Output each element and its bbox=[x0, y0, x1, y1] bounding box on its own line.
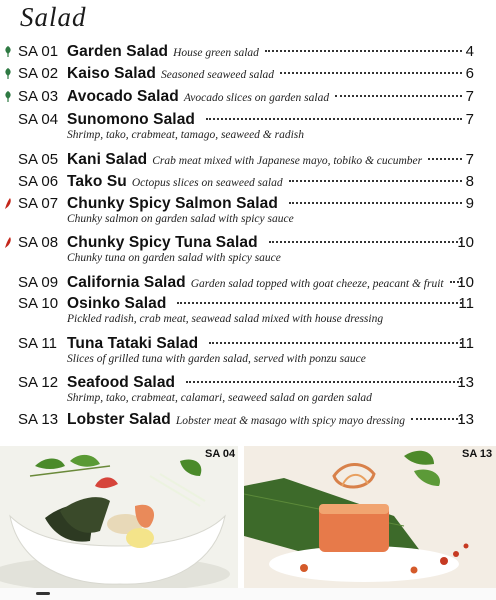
menu-item bbox=[0, 150, 496, 170]
item-price: 9 bbox=[465, 195, 474, 212]
leader-dots bbox=[269, 240, 462, 243]
page-footer-strip bbox=[0, 588, 496, 600]
item-description: House green salad bbox=[173, 47, 259, 59]
item-code: SA 04 bbox=[18, 111, 59, 128]
item-name: Tako Su bbox=[67, 173, 127, 190]
item-price: 13 bbox=[457, 374, 474, 391]
item-name: Kaiso Salad bbox=[67, 65, 156, 82]
item-name: Kani Salad bbox=[67, 151, 148, 168]
item-code: SA 07 bbox=[18, 195, 59, 212]
page-title: Salad bbox=[20, 2, 87, 32]
leader-dots bbox=[335, 94, 462, 97]
menu-item bbox=[0, 334, 496, 365]
item-code: SA 10 bbox=[18, 295, 59, 312]
menu-item bbox=[0, 110, 496, 141]
green-leaf-icon bbox=[4, 46, 12, 57]
red-pepper-icon bbox=[4, 198, 12, 209]
leader-dots bbox=[428, 157, 462, 160]
item-price: 7 bbox=[465, 88, 474, 105]
leader-dots bbox=[209, 341, 462, 344]
photo-sunomono bbox=[0, 446, 238, 588]
item-price: 7 bbox=[465, 111, 474, 128]
item-code: SA 08 bbox=[18, 234, 59, 251]
item-subdescription: Chunky tuna on garden salad with spicy sauce bbox=[67, 252, 281, 264]
item-code: SA 03 bbox=[18, 88, 59, 105]
item-subdescription: Shrimp, tako, crabmeat, calamari, seaweed salad on garden salad bbox=[67, 392, 372, 404]
leader-dots bbox=[289, 201, 462, 204]
item-price: 10 bbox=[457, 274, 474, 291]
item-code: SA 06 bbox=[18, 173, 59, 190]
item-code: SA 11 bbox=[18, 335, 57, 352]
item-price: 10 bbox=[457, 234, 474, 251]
item-name: Garden Salad bbox=[67, 43, 169, 60]
item-subdescription: Chunky salmon on garden salad with spicy sauce bbox=[67, 213, 294, 225]
photo-caption: SA 13 bbox=[462, 448, 493, 460]
item-price: 11 bbox=[458, 295, 474, 312]
item-code: SA 01 bbox=[18, 43, 59, 60]
item-name: Chunky Spicy Tuna Salad bbox=[67, 234, 258, 251]
photo-caption: SA 04 bbox=[205, 448, 236, 460]
menu-item bbox=[0, 42, 496, 62]
item-subdescription: Shrimp, tako, crabmeat, tamago, seaweed & radish bbox=[67, 129, 305, 141]
leader-dots bbox=[177, 301, 462, 304]
item-code: SA 02 bbox=[18, 65, 59, 82]
item-code: SA 05 bbox=[18, 151, 59, 168]
item-price: 7 bbox=[465, 151, 474, 168]
menu-item bbox=[0, 273, 496, 293]
menu-item bbox=[0, 194, 496, 225]
menu-item bbox=[0, 172, 496, 192]
item-name: Tuna Tataki Salad bbox=[67, 335, 199, 352]
leader-dots bbox=[186, 380, 462, 383]
item-price: 13 bbox=[457, 411, 474, 428]
item-name: Seafood Salad bbox=[67, 374, 176, 391]
leader-dots bbox=[411, 417, 462, 420]
sunomono-photo-image bbox=[0, 446, 238, 588]
photo-lobster-salad bbox=[244, 446, 496, 588]
leader-dots bbox=[280, 71, 462, 74]
next-section-mark bbox=[36, 592, 50, 595]
item-code: SA 12 bbox=[18, 374, 59, 391]
item-price: 6 bbox=[465, 65, 474, 82]
item-description: Seasoned seaweed salad bbox=[160, 69, 275, 81]
item-description: Avocado slices on garden salad bbox=[183, 92, 330, 104]
item-subdescription: Slices of grilled tuna with garden salad, served with ponzu sauce bbox=[67, 353, 366, 365]
item-description: Garden salad topped with goat cheeze, peacant & fruit bbox=[190, 278, 444, 290]
item-name: California Salad bbox=[67, 274, 186, 291]
item-price: 8 bbox=[465, 173, 474, 190]
green-leaf-icon bbox=[4, 91, 12, 102]
item-name: Osinko Salad bbox=[67, 295, 167, 312]
item-name: Lobster Salad bbox=[67, 411, 171, 428]
menu-item bbox=[0, 294, 496, 325]
item-description: Lobster meat & masago with spicy mayo dressing bbox=[175, 415, 406, 427]
item-code: SA 13 bbox=[18, 411, 59, 428]
menu-item bbox=[0, 64, 496, 84]
menu-item bbox=[0, 373, 496, 404]
red-pepper-icon bbox=[4, 237, 12, 248]
leader-dots bbox=[206, 117, 462, 120]
green-leaf-icon bbox=[4, 68, 12, 79]
leader-dots bbox=[265, 49, 462, 52]
item-price: 4 bbox=[465, 43, 474, 60]
leader-dots bbox=[289, 179, 462, 182]
menu-item bbox=[0, 87, 496, 107]
item-code: SA 09 bbox=[18, 274, 59, 291]
item-description: Crab meat mixed with Japanese mayo, tobiko & cucumber bbox=[152, 155, 423, 167]
item-name: Avocado Salad bbox=[67, 88, 179, 105]
item-name: Chunky Spicy Salmon Salad bbox=[67, 195, 278, 212]
menu-item bbox=[0, 410, 496, 430]
lobster-salad-photo-image bbox=[244, 446, 496, 588]
item-description: Octopus slices on seaweed salad bbox=[131, 177, 283, 189]
item-name: Sunomono Salad bbox=[67, 111, 195, 128]
item-price: 11 bbox=[458, 335, 474, 352]
item-subdescription: Pickled radish, crab meat, seawead salad mixed with house dressing bbox=[67, 313, 384, 325]
menu-item bbox=[0, 233, 496, 264]
